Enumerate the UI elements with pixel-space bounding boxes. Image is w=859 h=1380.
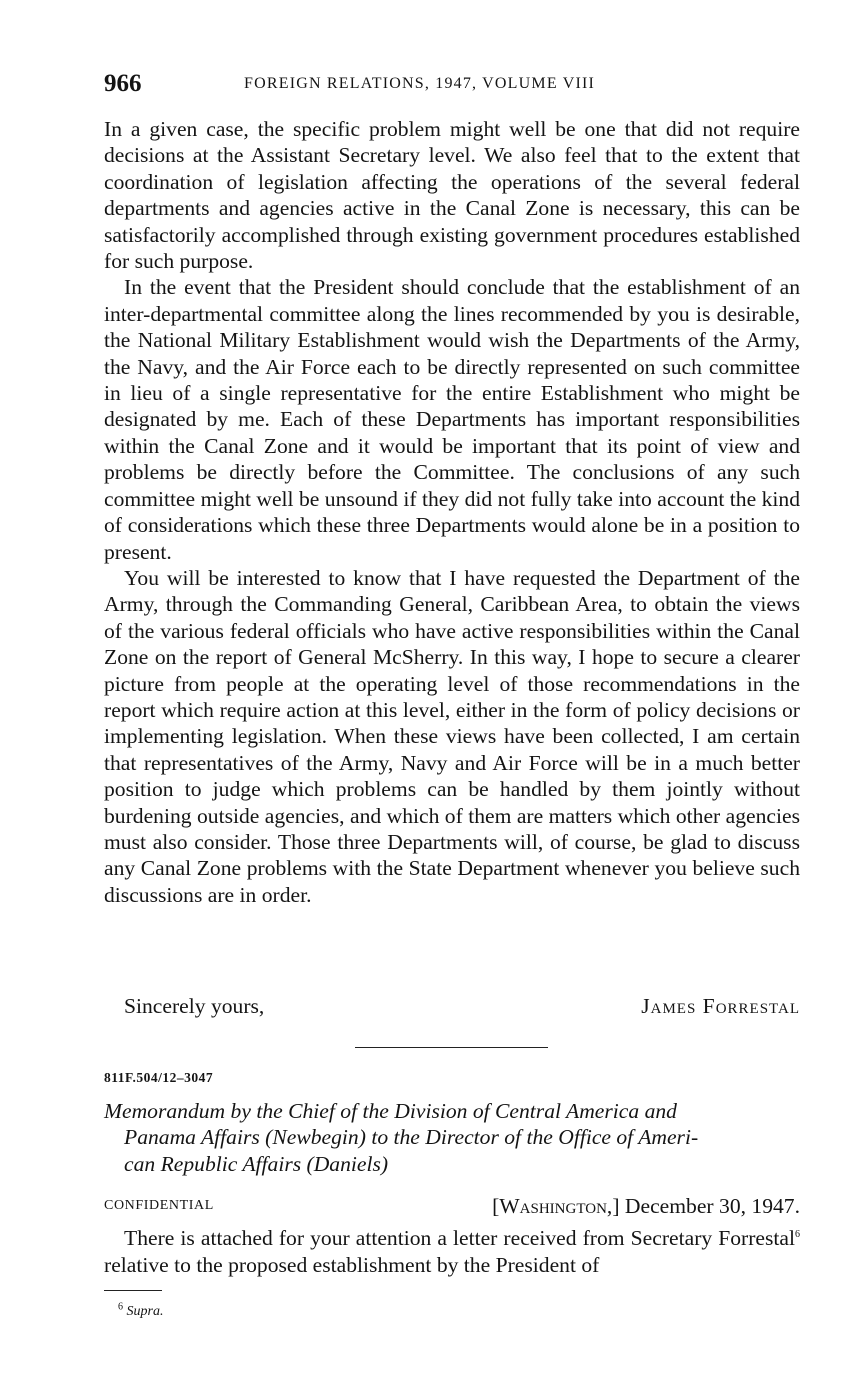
dateline-date: December 30, 1947. [624, 1194, 800, 1218]
footnote-marker: 6 [118, 1301, 123, 1313]
complimentary-close: Sincerely yours, [124, 994, 265, 1018]
dateline-place: Washington, [499, 1194, 613, 1218]
footnote-text: Supra. [126, 1304, 164, 1319]
memo-title-line: can Republic Affairs (Daniels) [124, 1151, 389, 1176]
section-divider [355, 1047, 548, 1048]
memo-title [104, 1098, 804, 1177]
signature: James Forrestal [641, 994, 800, 1018]
memo-title-line: Memorandum by the Chief of the Division of Central America and [104, 1099, 677, 1123]
footnote-reference[interactable]: 6 [795, 1228, 800, 1240]
memo-text: There is attached for your attention a letter received from Secretary Forrestal [124, 1226, 795, 1250]
footnote [118, 1301, 164, 1320]
memo-text-continued: relative to the proposed establishment by the President of [104, 1253, 600, 1277]
letter-paragraph: In a given case, the specific problem might well be one that did not require decisions at the Assistant Secretary level. We also feel that to the extent that coordination of legislation affecting the operations of the several federal departments and agencies active in the Canal Zone is necessary, this can be satisfactorily accomplished through existing government procedures established for such purpose. [104, 117, 800, 274]
letter-paragraph: You will be interested to know that I have requested the Department of the Army, through the Commanding General, Caribbean Area, to obtain the views of the various federal officials who have active responsibilities within the Canal Zone on the report of General McSherry. In this way, I hope to secure a clearer picture from people at the operating level of those recommendations in the report which require action at this level, either in the form of policy decisions or implementing legislation. When these views have been collected, I am certain that representatives of the Army, Navy and Air Force will be in a much better position to judge which problems can be handled by them jointly without burdening outside agencies, and which of them are matters which other agencies must also consider. Those three Departments will, of course, be glad to discuss any Canal Zone problems with the State Department whenever you believe such discussions are in order. [104, 565, 800, 907]
file-number: 811F.504/12–3047 [104, 1070, 214, 1085]
memo-title-line: Panama Affairs (Newbegin) to the Director of the Office of Ameri- [124, 1125, 699, 1150]
running-title: FOREIGN RELATIONS, 1947, VOLUME VIII [244, 75, 596, 92]
footnote-divider [104, 1290, 162, 1291]
classification-label: CONFIDENTIAL [104, 1198, 214, 1213]
page-number: 966 [104, 70, 142, 97]
letter-paragraph: In the event that the President should conclude that the establishment of an inter-departmental committee along the lines recommended by you is desirable, the National Military Establishment would wish the Departments of the Army, the Navy, and the Air Force each to be directly represented on such committee in lieu of a single representative for the entire Establishment who might be designated by me. Each of these Departments has important responsibilities within the Canal Zone and it would be important that its point of view and problems be directly before the Committee. The conclusions of any such committee might well be unsound if they did not fully take into account the kind of considerations which these three Departments would alone be in a position to present. [104, 275, 800, 564]
memo-paragraph [104, 1225, 800, 1279]
dateline: [Washington,] December 30, 1947. [492, 1194, 800, 1218]
page-header [104, 70, 800, 104]
letter-body [104, 116, 800, 908]
letter-closing [104, 994, 800, 1024]
